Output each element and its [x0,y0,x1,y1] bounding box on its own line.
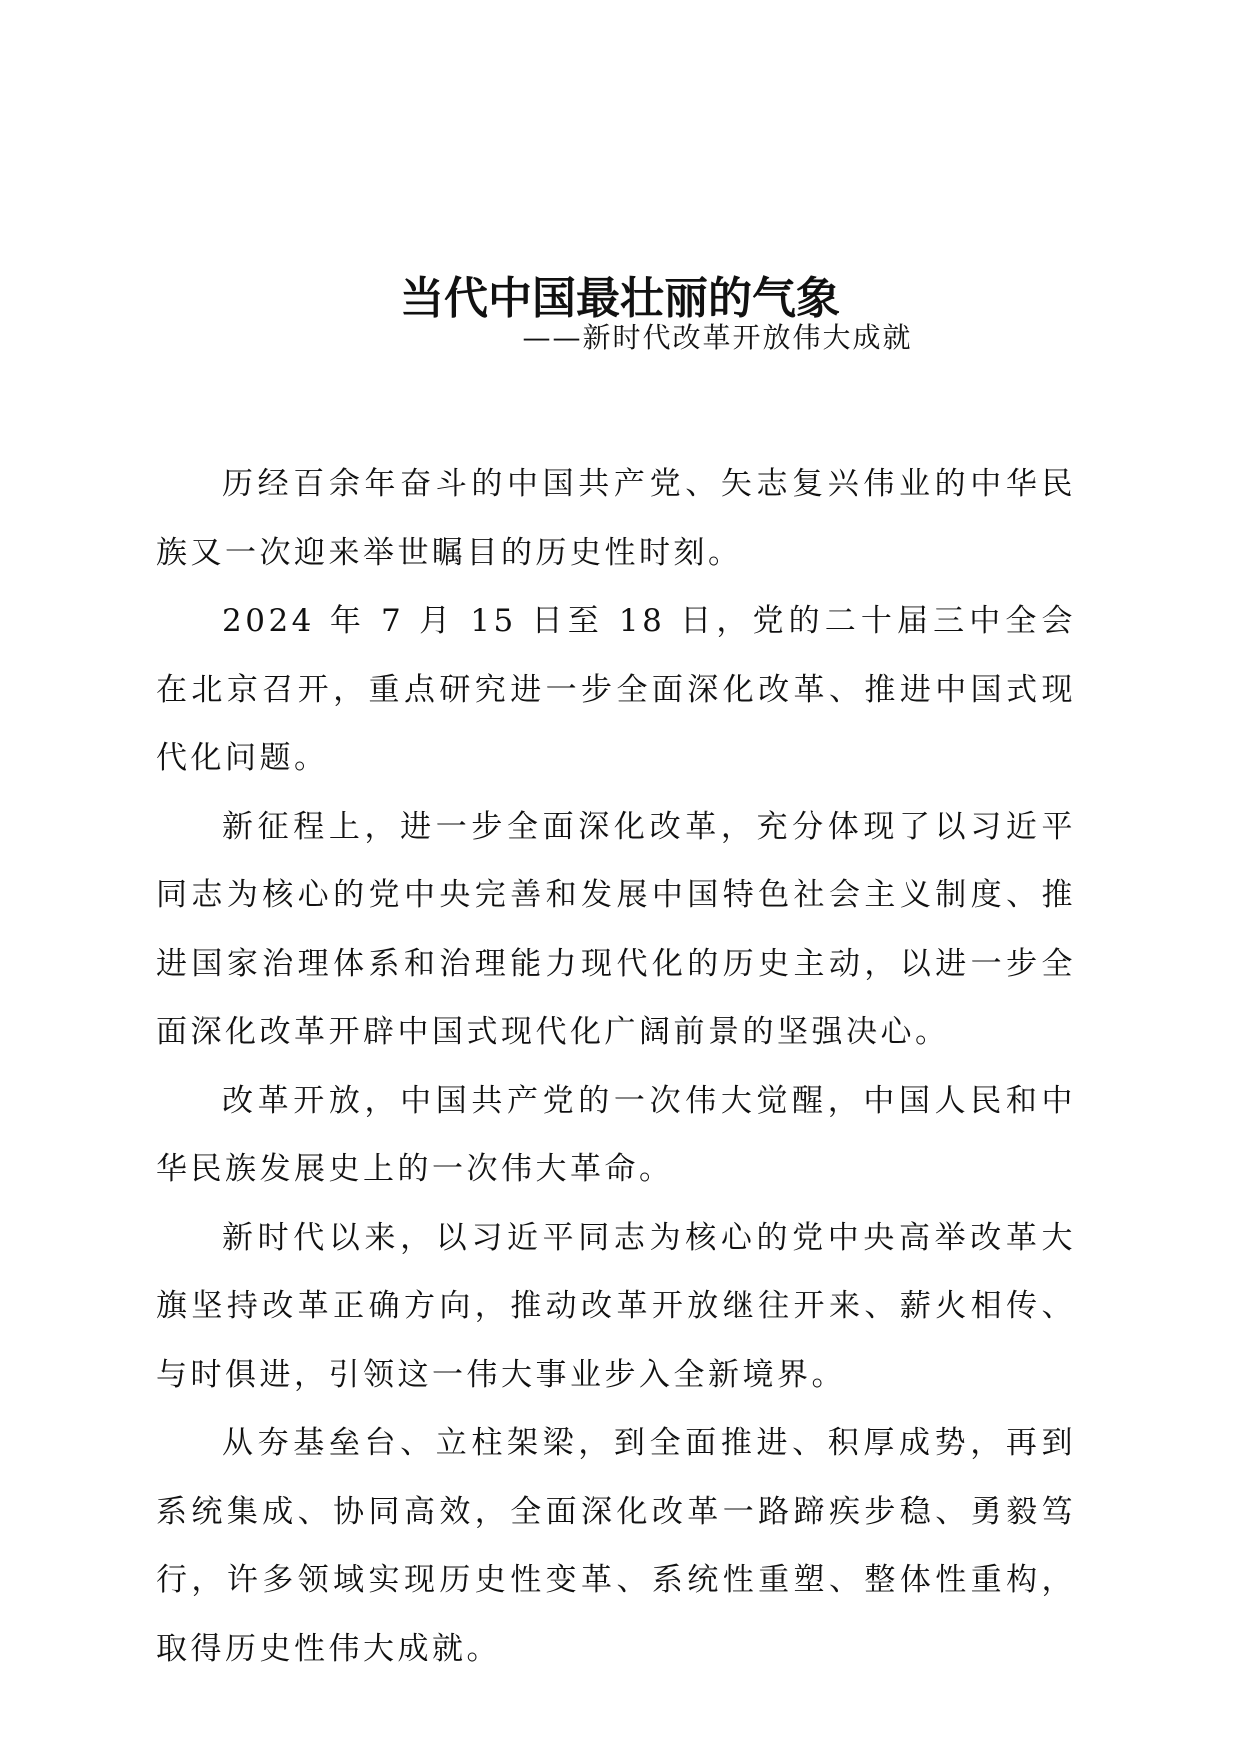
paragraph-1: 历经百余年奋斗的中国共产党、矢志复兴伟业的中华民族又一次迎来举世瞩目的历史性时刻。 [156,466,1076,571]
paragraph-6: 从夯基垒台、立柱架梁，到全面推进、积厚成势，再到系统集成、协同高效，全面深化改革一路蹄疾步稳、勇毅笃行，许多领域实现历史性变革、系统性重塑、整体性重构，取得历史性伟大成就。 [156,1425,1076,1667]
paragraph-4: 改革开放，中国共产党的一次伟大觉醒，中国人民和中华民族发展史上的一次伟大革命。 [156,1082,1076,1187]
paragraph-5: 新时代以来，以习近平同志为核心的党中央高举改革大旗坚持改革正确方向，推动改革开放继往开来、薪火相传、与时俱进，引领这一伟大事业步入全新境界。 [156,1219,1076,1393]
document-title: 当代中国最壮丽的气象 [400,273,840,325]
document-body [156,450,1076,1683]
paragraph-2: 2024 年 7 月 15 日至 18 日，党的二十届三中全会在北京召开，重点研究进一步全面深化改革、推进中国式现代化问题。 [156,603,1076,776]
paragraph-3: 新征程上，进一步全面深化改革，充分体现了以习近平同志为核心的党中央完善和发展中国特色社会主义制度、推进国家治理体系和治理能力现代化的历史主动，以进一步全面深化改革开辟中国式现代化广阔前景的坚强决心。 [156,808,1076,1050]
document-subtitle: ——新时代改革开放伟大成就 [522,321,913,354]
